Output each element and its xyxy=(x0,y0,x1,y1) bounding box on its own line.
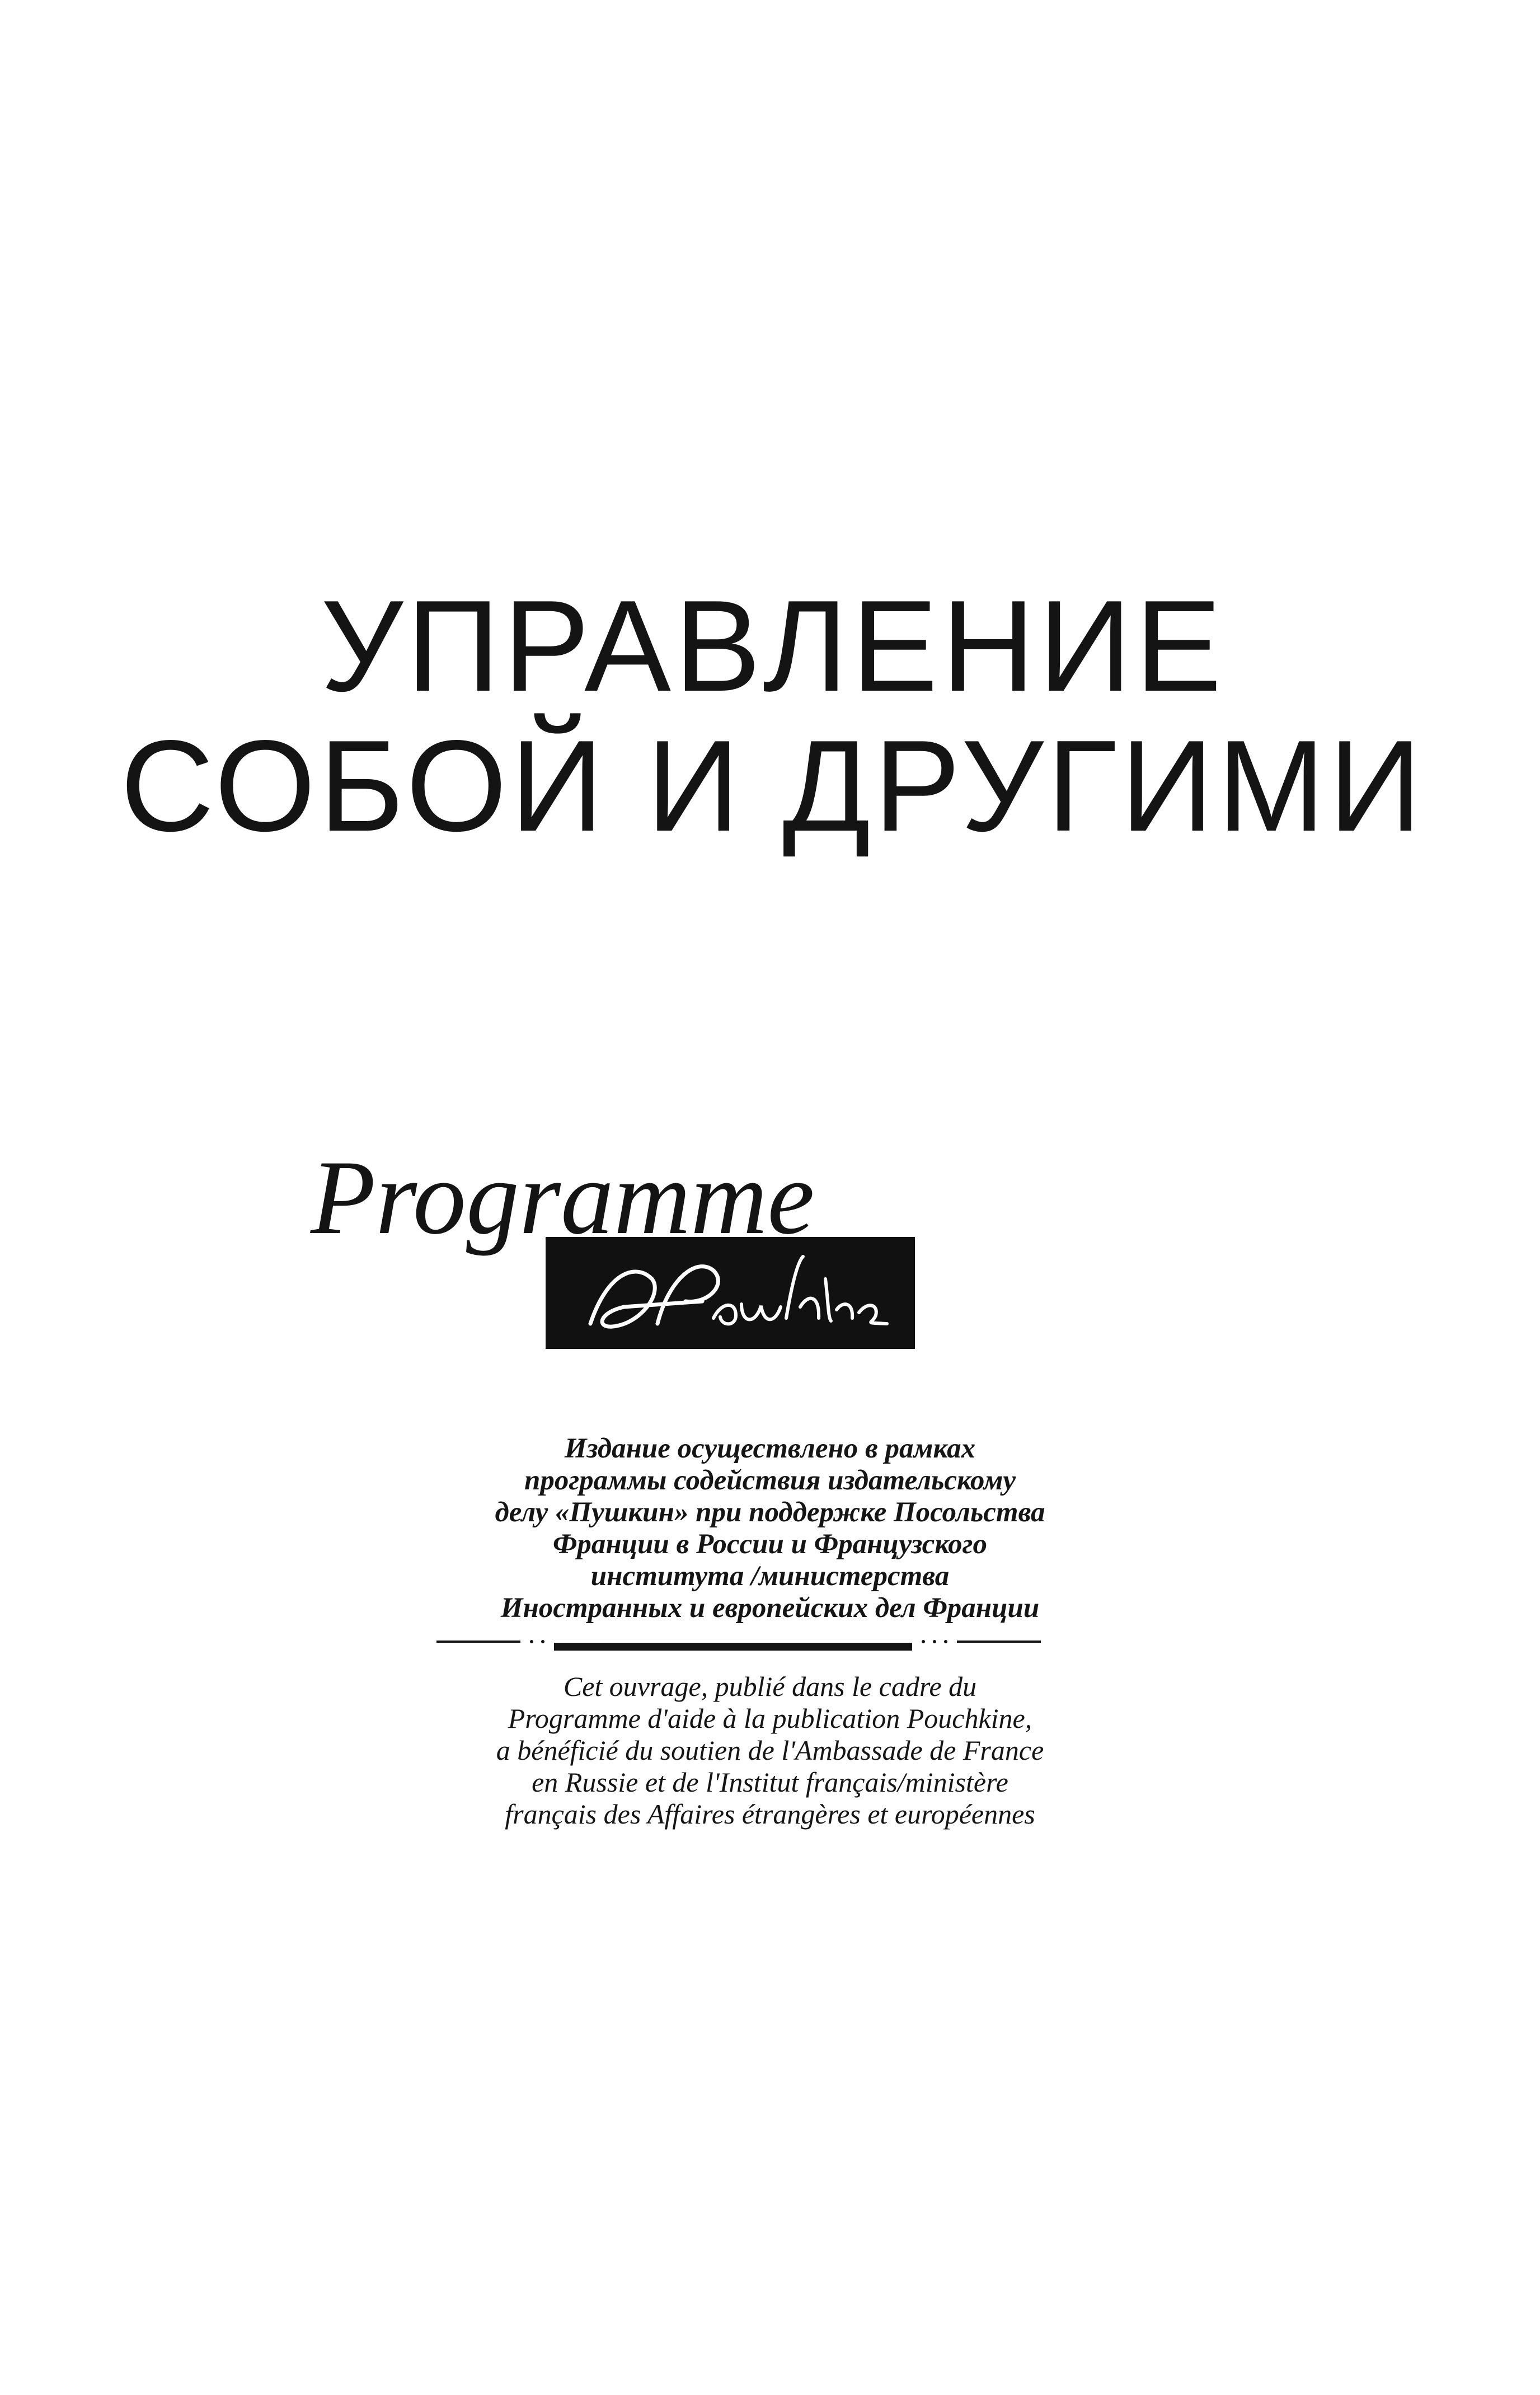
publisher-note-ru-line: Иностранных и европейских дел Франции xyxy=(500,1592,1040,1624)
publisher-note-ru-line: делу «Пушкин» при поддержке Посольства xyxy=(495,1497,1045,1528)
publisher-note-fr-line: Programme d'aide à la publication Pouchkine, xyxy=(508,1703,1032,1734)
book-title-line-2: СОБОЙ И ДРУГИМИ xyxy=(120,714,1425,859)
book-title xyxy=(0,574,1540,859)
publisher-note-russian xyxy=(378,1433,1162,1624)
publisher-note-fr-line: français des Affaires étrangères et européennes xyxy=(505,1798,1035,1830)
publisher-note-french xyxy=(378,1671,1162,1830)
publisher-note-ru-line: программы содействия издательскому xyxy=(524,1465,1016,1496)
ornamental-divider xyxy=(436,1637,1041,1654)
logo-programme-word: Programme xyxy=(311,1139,815,1257)
book-title-line-1: УПРАВЛЕНИЕ xyxy=(320,574,1226,719)
publisher-note-ru-line: института /министерства xyxy=(590,1560,950,1592)
publisher-note-fr-line: en Russie et de l'Institut français/ministère xyxy=(532,1766,1008,1798)
programme-pouchkine-logo xyxy=(311,1136,937,1354)
publisher-note-fr-line: a bénéficié du soutien de l'Ambassade de France xyxy=(496,1735,1044,1766)
pouchkine-signature-icon xyxy=(574,1240,909,1346)
publisher-note-fr-line: Cet ouvrage, publié dans le cadre du xyxy=(563,1671,977,1702)
publisher-note-ru-line: Издание осуществлено в рамках xyxy=(564,1433,976,1464)
publisher-note-ru-line: Франции в России и Французского xyxy=(553,1529,987,1560)
